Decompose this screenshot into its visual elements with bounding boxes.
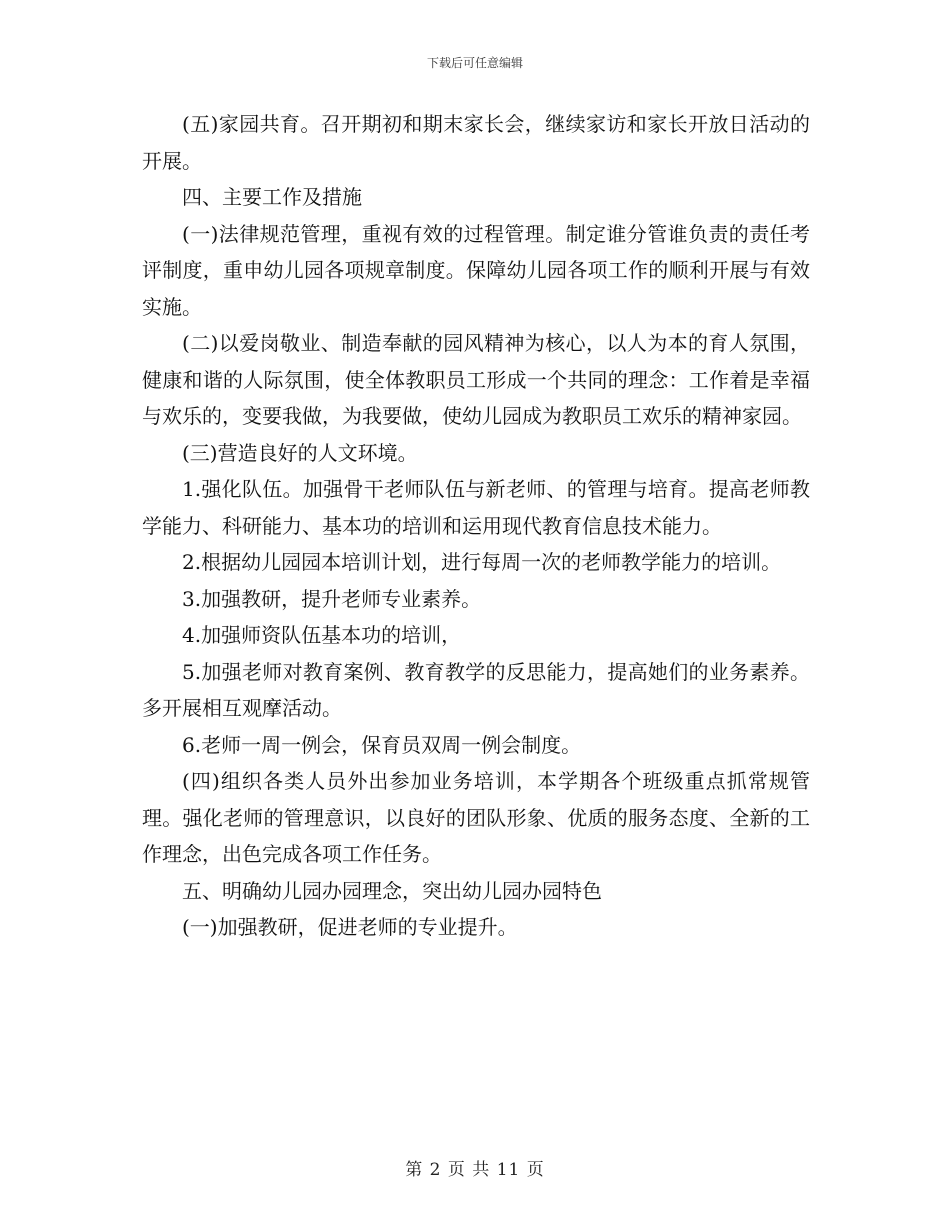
paragraph: (四)组织各类人员外出参加业务培训，本学期各个班级重点抓常规管理。强化老师的管理意识，以良好的团队形象、优质的服务态度、全新的工作理念，出色完成各项工作任务。 [142,769,810,866]
paragraph: 1.强化队伍。加强骨干老师队伍与新老师、的管理与培育。提高老师教学能力、科研能力、基本功的培训和运用现代教育信息技术能力。 [142,477,810,538]
section-heading: 五、明确幼儿园办园理念，突出幼儿园办园特色 [182,878,602,903]
paragraph: (三)营造良好的人文环境。 [182,440,418,465]
section-heading: 四、主要工作及措施 [182,185,362,209]
paragraph: 5.加强老师对教育案例、教育教学的反思能力，提高她们的业务素养。多开展相互观摩活动。 [142,659,810,720]
paragraph: (五)家园共育。召开期初和期末家长会，继续家访和家长开放日活动的开展。 [142,112,810,173]
page-number-footer: 第 2 页 共 11 页 [405,1160,545,1180]
paragraph: (一)法律规范管理，重视有效的过程管理。制定谁分管谁负责的责任考评制度，重申幼儿园各项规章制度。保障幼儿园各项工作的顺利开展与有效实施。 [142,221,810,319]
paragraph: 2.根据幼儿园园本培训计划，进行每周一次的老师教学能力的培训。 [182,550,782,574]
document-body [142,106,810,946]
paragraph: 3.加强教研，提升老师专业素养。 [182,586,482,611]
paragraph: 4.加强师资队伍基本功的培训， [182,623,462,647]
page-header: 下载后可任意编辑 [426,56,523,70]
paragraph: (二)以爱岗敬业、制造奉献的园风精神为核心，以人为本的育人氛围，健康和谐的人际氛围，使全体教职员工形成一个共同的理念：工作着是幸福与欢乐的，变要我做，为我要做，使幼儿园成为教职员工欢乐的精神家园。 [142,331,810,428]
paragraph: 6.老师一周一例会，保育员双周一例会制度。 [182,732,582,757]
paragraph: (一)加强教研，促进老师的专业提升。 [182,915,518,939]
